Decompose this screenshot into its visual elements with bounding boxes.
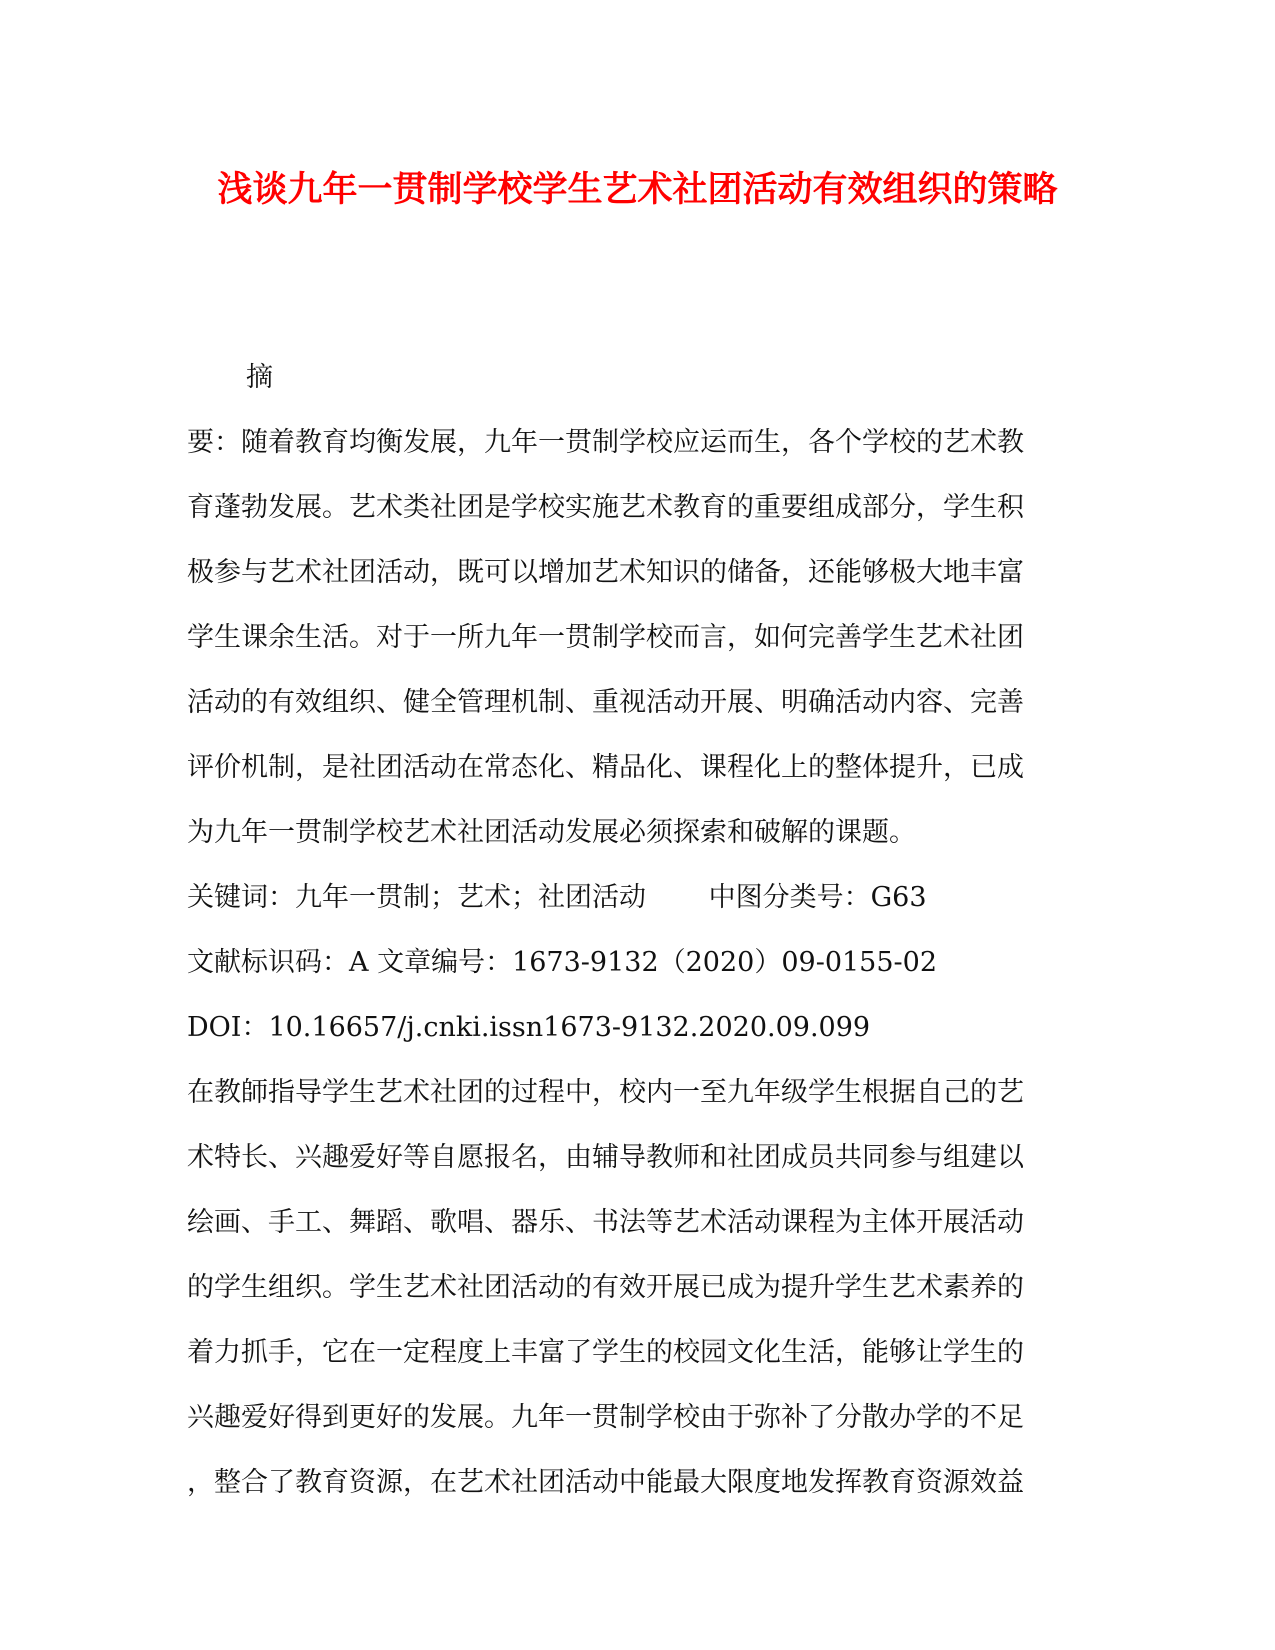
- abstract-line: 要：随着教育均衡发展，九年一贯制学校应运而生，各个学校的艺术教: [187, 427, 1024, 458]
- paragraph-line: 在教師指导学生艺术社团的过程中，校内一至九年级学生根据自己的艺: [187, 1077, 1024, 1108]
- abstract-line: 活动的有效组织、健全管理机制、重视活动开展、明确活动内容、完善: [187, 687, 1024, 718]
- abstract-line: 评价机制，是社团活动在常态化、精品化、课程化上的整体提升，已成: [187, 752, 1024, 783]
- paragraph-line: ，整合了教育资源，在艺术社团活动中能最大限度地发挥教育资源效益: [187, 1467, 1024, 1498]
- paragraph-line: 绘画、手工、舞蹈、歌唱、器乐、书法等艺术活动课程为主体开展活动: [187, 1207, 1024, 1238]
- doi-line: DOI：10.16657/j.cnki.issn1673-9132.2020.09.099: [187, 1012, 871, 1043]
- abstract-line: 为九年一贯制学校艺术社团活动发展必须探索和破解的课题。: [187, 817, 916, 848]
- abstract-line: 极参与艺术社团活动，既可以增加艺术知识的储备，还能够极大地丰富: [187, 557, 1024, 588]
- abstract-line: 学生课余生活。对于一所九年一贯制学校而言，如何完善学生艺术社团: [187, 622, 1024, 653]
- abstract-label-line: 摘: [246, 362, 273, 393]
- document-body: [187, 345, 1087, 1515]
- article-id-line: 文献标识码：A 文章编号：1673-9132（2020）09-0155-02: [187, 947, 938, 978]
- keywords-line: 关键词：九年一贯制；艺术；社团活动 中图分类号：G63: [187, 882, 927, 913]
- page-title: 浅谈九年一贯制学校学生艺术社团活动有效组织的策略: [217, 169, 1058, 210]
- paragraph-line: 术特长、兴趣爱好等自愿报名，由辅导教师和社团成员共同参与组建以: [187, 1142, 1024, 1173]
- paragraph-line: 的学生组织。学生艺术社团活动的有效开展已成为提升学生艺术素养的: [187, 1272, 1024, 1303]
- paragraph-line: 兴趣爱好得到更好的发展。九年一贯制学校由于弥补了分散办学的不足: [187, 1402, 1024, 1433]
- paragraph-line: 着力抓手，它在一定程度上丰富了学生的校园文化生活，能够让学生的: [187, 1337, 1024, 1368]
- abstract-line: 育蓬勃发展。艺术类社团是学校实施艺术教育的重要组成部分，学生积: [187, 492, 1024, 523]
